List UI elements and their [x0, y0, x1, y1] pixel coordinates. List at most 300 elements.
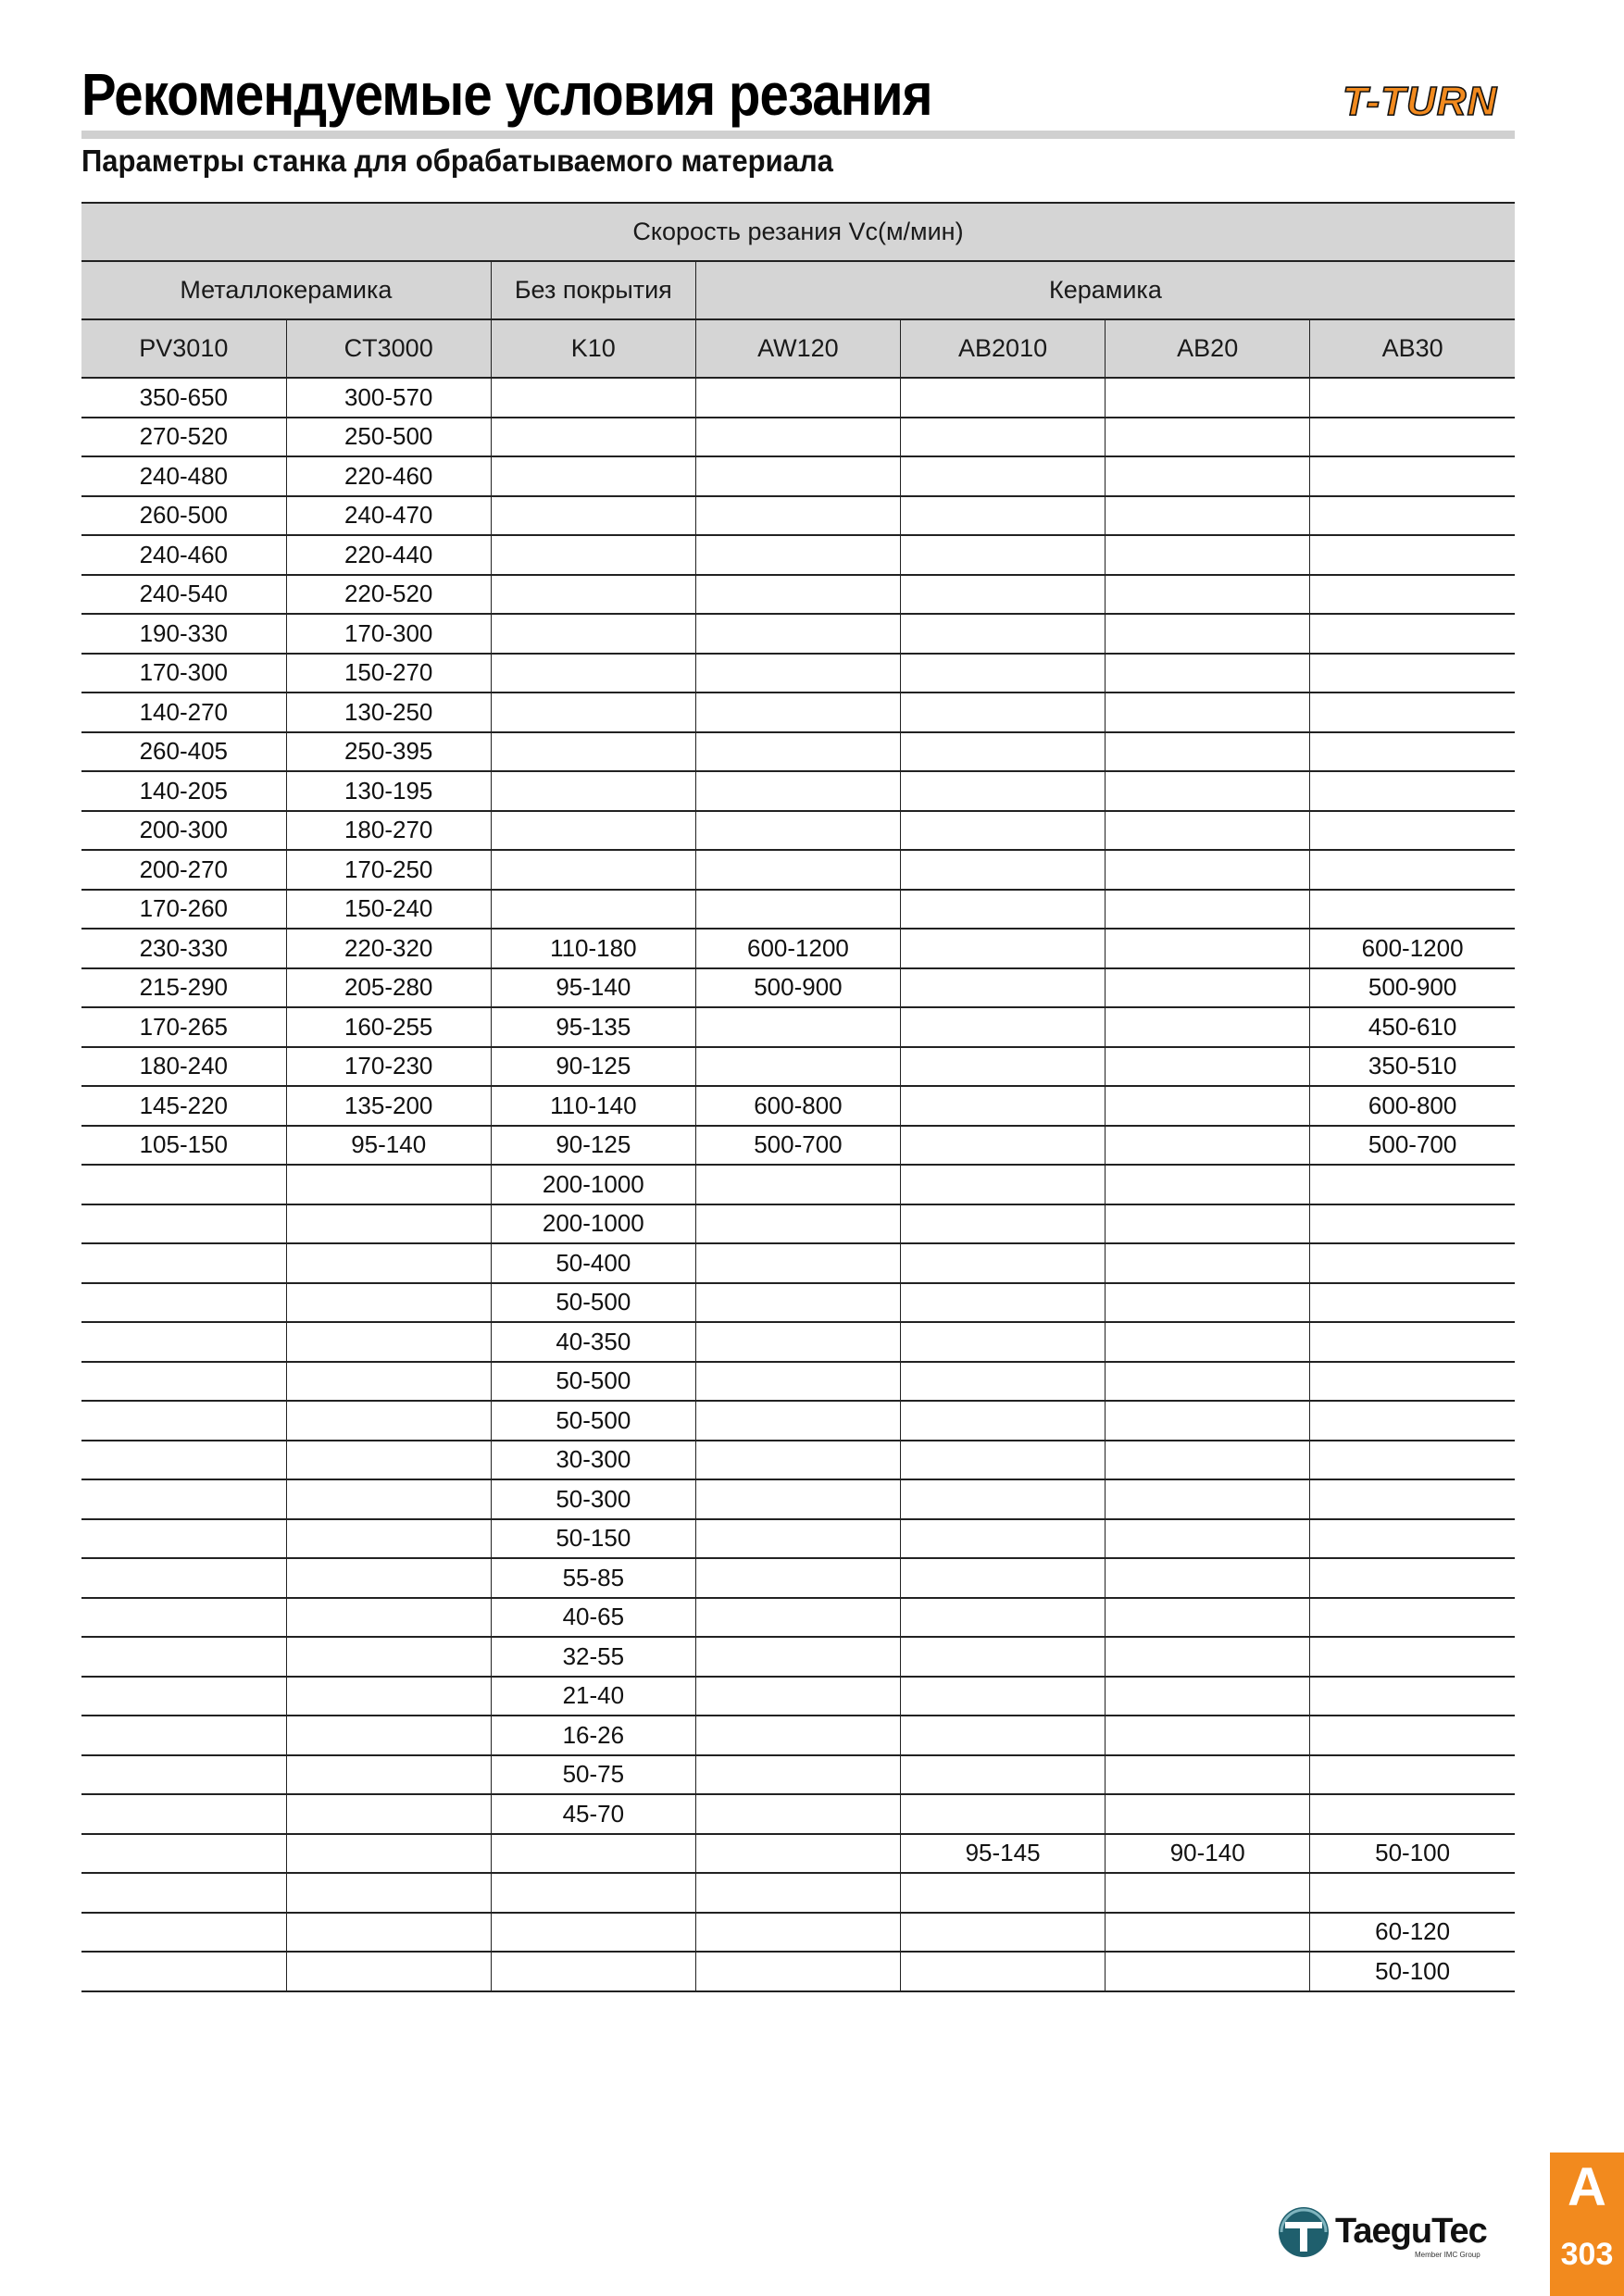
table-cell: [81, 1283, 286, 1323]
table-cell: [1106, 1755, 1310, 1795]
table-cell: 30-300: [491, 1441, 695, 1480]
table-cell: 110-180: [491, 929, 695, 968]
table-row: [81, 1362, 1515, 1402]
table-cell: 140-205: [81, 771, 286, 811]
table-cell: 350-510: [1310, 1047, 1515, 1087]
table-cell: [695, 1401, 900, 1441]
table-cell: [695, 1007, 900, 1047]
table-cell: 205-280: [286, 968, 491, 1008]
group-header-ceramic: Керамика: [695, 261, 1515, 319]
table-cell: [491, 732, 695, 772]
table-cell: [286, 1716, 491, 1755]
table-row: [81, 1716, 1515, 1755]
table-cell: [1310, 693, 1515, 732]
table-row: [81, 456, 1515, 496]
table-cell: 95-135: [491, 1007, 695, 1047]
table-cell: [1310, 771, 1515, 811]
table-cell: [1106, 1873, 1310, 1913]
table-cell: [491, 418, 695, 457]
table-cell: [286, 1204, 491, 1244]
title-rule: [81, 131, 1515, 139]
page-subtitle: Параметры станка для обрабатываемого материала: [81, 144, 833, 178]
table-row: [81, 1834, 1515, 1874]
table-row: [81, 1441, 1515, 1480]
table-row: [81, 1677, 1515, 1716]
table-cell: [901, 1047, 1106, 1087]
cutting-speed-header: Скорость резания Vc(м/мин): [81, 203, 1515, 261]
table-cell: [1310, 496, 1515, 536]
table-cell: [695, 1243, 900, 1283]
table-cell: 95-140: [286, 1126, 491, 1166]
table-cell: [901, 418, 1106, 457]
table-cell: [1106, 1637, 1310, 1677]
table-cell: 16-26: [491, 1716, 695, 1755]
table-cell: [901, 693, 1106, 732]
table-cell: [286, 1794, 491, 1834]
table-cell: 350-650: [81, 378, 286, 418]
column-header: PV3010: [81, 319, 286, 378]
table-cell: [1106, 968, 1310, 1008]
table-cell: [1106, 1598, 1310, 1638]
table-cell: [81, 1755, 286, 1795]
table-cell: [901, 1479, 1106, 1519]
table-cell: [901, 535, 1106, 575]
table-cell: [286, 1913, 491, 1953]
table-cell: [1106, 929, 1310, 968]
table-cell: [491, 850, 695, 890]
section-letter: A: [1568, 2157, 1606, 2217]
table-cell: 50-75: [491, 1755, 695, 1795]
table-cell: [901, 1362, 1106, 1402]
table-cell: [901, 732, 1106, 772]
table-cell: [491, 811, 695, 851]
table-cell: [1106, 1558, 1310, 1598]
table-cell: [491, 575, 695, 615]
table-cell: 230-330: [81, 929, 286, 968]
table-cell: [1106, 1479, 1310, 1519]
table-cell: [1106, 1283, 1310, 1323]
table-cell: 240-540: [81, 575, 286, 615]
table-cell: [286, 1834, 491, 1874]
table-cell: [1106, 1441, 1310, 1480]
table-cell: 250-500: [286, 418, 491, 457]
table-cell: [286, 1519, 491, 1559]
table-cell: [1106, 1165, 1310, 1204]
table-row: [81, 1479, 1515, 1519]
table-row: [81, 1126, 1515, 1166]
table-cell: 220-320: [286, 929, 491, 968]
table-row: [81, 496, 1515, 536]
table-cell: [695, 850, 900, 890]
table-cell: [1310, 1637, 1515, 1677]
table-cell: [81, 1204, 286, 1244]
table-cell: [901, 575, 1106, 615]
table-cell: [286, 1952, 491, 1991]
table-cell: 215-290: [81, 968, 286, 1008]
table-cell: 260-500: [81, 496, 286, 536]
table-cell: [901, 890, 1106, 930]
table-cell: [286, 1283, 491, 1323]
table-cell: 21-40: [491, 1677, 695, 1716]
cutting-speed-table: [81, 202, 1515, 1992]
table-cell: [695, 654, 900, 693]
t-turn-logo: [1339, 74, 1515, 126]
table-row: [81, 1558, 1515, 1598]
table-cell: 140-270: [81, 693, 286, 732]
table-cell: 40-65: [491, 1598, 695, 1638]
table-cell: [1106, 890, 1310, 930]
table-cell: 220-440: [286, 535, 491, 575]
table-cell: [901, 1873, 1106, 1913]
table-row: [81, 1873, 1515, 1913]
table-cell: [695, 614, 900, 654]
table-cell: [1310, 1165, 1515, 1204]
table-cell: 170-250: [286, 850, 491, 890]
table-row: [81, 771, 1515, 811]
table-cell: [286, 1677, 491, 1716]
table-cell: 500-900: [1310, 968, 1515, 1008]
table-cell: [901, 1755, 1106, 1795]
table-cell: 150-240: [286, 890, 491, 930]
table-cell: [695, 693, 900, 732]
table-cell: 135-200: [286, 1086, 491, 1126]
table-cell: [1106, 1322, 1310, 1362]
table-cell: 600-800: [695, 1086, 900, 1126]
table-row: [81, 929, 1515, 968]
table-row: [81, 693, 1515, 732]
table-cell: [1106, 1007, 1310, 1047]
table-cell: [491, 1834, 695, 1874]
taegutec-brand: TaeguTec: [1335, 2212, 1487, 2251]
table-cell: [695, 1362, 900, 1402]
table-cell: [1310, 1598, 1515, 1638]
table-row: [81, 418, 1515, 457]
table-cell: [1310, 1519, 1515, 1559]
table-cell: 50-500: [491, 1283, 695, 1323]
table-row: [81, 654, 1515, 693]
table-cell: 60-120: [1310, 1913, 1515, 1953]
table-cell: [901, 1007, 1106, 1047]
table-cell: [1310, 1401, 1515, 1441]
table-cell: [491, 654, 695, 693]
table-cell: [1106, 771, 1310, 811]
table-cell: [1106, 1716, 1310, 1755]
table-cell: [901, 929, 1106, 968]
table-cell: [1310, 575, 1515, 615]
table-cell: [1106, 693, 1310, 732]
table-cell: [901, 1677, 1106, 1716]
table-row: [81, 378, 1515, 418]
table-cell: [1106, 1519, 1310, 1559]
table-cell: [901, 1126, 1106, 1166]
table-cell: [81, 1362, 286, 1402]
table-cell: [1310, 811, 1515, 851]
table-cell: [901, 1086, 1106, 1126]
table-row: [81, 811, 1515, 851]
table-cell: [901, 1441, 1106, 1480]
table-cell: [491, 1873, 695, 1913]
table-cell: [81, 1441, 286, 1480]
table-cell: [901, 1952, 1106, 1991]
table-cell: 90-140: [1106, 1834, 1310, 1874]
table-cell: [695, 1322, 900, 1362]
page-title: Рекомендуемые условия резания: [81, 61, 932, 128]
group-header-uncoated: Без покрытия: [491, 261, 695, 319]
table-cell: [901, 1519, 1106, 1559]
taegutec-logo: [1276, 2202, 1526, 2263]
table-cell: [286, 1873, 491, 1913]
table-cell: [81, 1243, 286, 1283]
table-cell: [695, 1519, 900, 1559]
table-cell: 130-250: [286, 693, 491, 732]
table-cell: [1310, 1755, 1515, 1795]
table-row: [81, 1755, 1515, 1795]
column-header: CT3000: [286, 319, 491, 378]
table-cell: 220-520: [286, 575, 491, 615]
table-cell: 270-520: [81, 418, 286, 457]
table-cell: [695, 1283, 900, 1323]
table-cell: [491, 614, 695, 654]
table-cell: [901, 811, 1106, 851]
table-cell: [901, 1913, 1106, 1953]
table-cell: 600-1200: [1310, 929, 1515, 968]
table-cell: [491, 1952, 695, 1991]
table-cell: [695, 1047, 900, 1087]
table-cell: 180-270: [286, 811, 491, 851]
table-row: [81, 1952, 1515, 1991]
table-cell: [695, 456, 900, 496]
table-cell: 200-1000: [491, 1204, 695, 1244]
table-cell: [695, 1204, 900, 1244]
table-cell: [491, 496, 695, 536]
table-cell: [695, 1794, 900, 1834]
table-cell: 250-395: [286, 732, 491, 772]
table-cell: 500-700: [695, 1126, 900, 1166]
table-row: [81, 968, 1515, 1008]
table-cell: [1106, 1126, 1310, 1166]
table-row: [81, 614, 1515, 654]
column-header: AB2010: [901, 319, 1106, 378]
column-header: AB30: [1310, 319, 1515, 378]
table-cell: 55-85: [491, 1558, 695, 1598]
column-header: AW120: [695, 319, 900, 378]
table-cell: 200-270: [81, 850, 286, 890]
table-cell: [1106, 1204, 1310, 1244]
table-cell: [695, 1834, 900, 1874]
table-cell: [1106, 654, 1310, 693]
table-cell: [1310, 850, 1515, 890]
table-cell: 50-400: [491, 1243, 695, 1283]
table-cell: [1310, 614, 1515, 654]
table-cell: 50-300: [491, 1479, 695, 1519]
table-cell: 180-240: [81, 1047, 286, 1087]
table-cell: [1106, 1243, 1310, 1283]
table-cell: 190-330: [81, 614, 286, 654]
table-cell: [1310, 1204, 1515, 1244]
table-cell: [81, 1558, 286, 1598]
table-cell: [1106, 1401, 1310, 1441]
table-cell: [81, 1401, 286, 1441]
table-cell: [695, 811, 900, 851]
table-cell: [901, 1598, 1106, 1638]
table-cell: [1106, 418, 1310, 457]
table-cell: 105-150: [81, 1126, 286, 1166]
table-cell: [1106, 496, 1310, 536]
table-cell: [695, 1165, 900, 1204]
table-cell: [286, 1362, 491, 1402]
table-row: [81, 1322, 1515, 1362]
table-row: [81, 1401, 1515, 1441]
table-cell: 50-100: [1310, 1834, 1515, 1874]
table-row: [81, 732, 1515, 772]
table-cell: 50-150: [491, 1519, 695, 1559]
table-cell: 130-195: [286, 771, 491, 811]
table-cell: 450-610: [1310, 1007, 1515, 1047]
table-cell: [286, 1322, 491, 1362]
table-cell: [491, 890, 695, 930]
table-cell: [1310, 456, 1515, 496]
table-cell: 50-100: [1310, 1952, 1515, 1991]
table-cell: [491, 1913, 695, 1953]
table-cell: 500-900: [695, 968, 900, 1008]
table-cell: 240-460: [81, 535, 286, 575]
table-cell: [901, 771, 1106, 811]
table-cell: [695, 890, 900, 930]
table-cell: [1310, 1873, 1515, 1913]
table-cell: 95-140: [491, 968, 695, 1008]
table-cell: [1106, 811, 1310, 851]
table-cell: [695, 1598, 900, 1638]
table-cell: [81, 1479, 286, 1519]
table-row: [81, 1637, 1515, 1677]
table-cell: [695, 418, 900, 457]
table-cell: [286, 1165, 491, 1204]
table-cell: [695, 378, 900, 418]
table-cell: [695, 496, 900, 536]
table-cell: [491, 378, 695, 418]
table-cell: [491, 535, 695, 575]
table-cell: [695, 1441, 900, 1480]
table-cell: 160-255: [286, 1007, 491, 1047]
table-cell: 40-350: [491, 1322, 695, 1362]
table-cell: 45-70: [491, 1794, 695, 1834]
table-cell: 95-145: [901, 1834, 1106, 1874]
table-row: [81, 890, 1515, 930]
table-cell: 170-300: [286, 614, 491, 654]
table-cell: [901, 456, 1106, 496]
table-cell: [81, 1873, 286, 1913]
table-cell: 170-230: [286, 1047, 491, 1087]
table-cell: [901, 614, 1106, 654]
table-cell: 600-800: [1310, 1086, 1515, 1126]
table-cell: [81, 1952, 286, 1991]
table-cell: [695, 1558, 900, 1598]
table-cell: [1106, 1913, 1310, 1953]
table-cell: [1106, 535, 1310, 575]
table-cell: 170-300: [81, 654, 286, 693]
table-row: [81, 1007, 1515, 1047]
table-cell: [81, 1598, 286, 1638]
taegutec-brand-sub: Member IMC Group: [1415, 2251, 1480, 2259]
table-cell: 110-140: [491, 1086, 695, 1126]
table-row: [81, 1794, 1515, 1834]
table-cell: [695, 1716, 900, 1755]
table-cell: [695, 1952, 900, 1991]
table-cell: [81, 1322, 286, 1362]
table-cell: 170-260: [81, 890, 286, 930]
table-cell: 240-470: [286, 496, 491, 536]
table-cell: [491, 693, 695, 732]
table-cell: 240-480: [81, 456, 286, 496]
table-row: [81, 1913, 1515, 1953]
table-cell: [695, 1677, 900, 1716]
table-cell: [695, 1873, 900, 1913]
table-cell: [286, 1598, 491, 1638]
table-cell: 200-300: [81, 811, 286, 851]
column-header: AB20: [1106, 319, 1310, 378]
table-cell: 32-55: [491, 1637, 695, 1677]
table-cell: [695, 1637, 900, 1677]
table-cell: 50-500: [491, 1362, 695, 1402]
table-cell: [901, 1716, 1106, 1755]
table-cell: [1310, 378, 1515, 418]
table-cell: [1310, 1441, 1515, 1480]
table-cell: [695, 535, 900, 575]
table-cell: 150-270: [286, 654, 491, 693]
table-cell: [1310, 1677, 1515, 1716]
table-cell: [695, 771, 900, 811]
table-cell: [1106, 1794, 1310, 1834]
table-cell: [901, 1322, 1106, 1362]
table-cell: [901, 1165, 1106, 1204]
table-cell: [695, 575, 900, 615]
table-cell: [901, 378, 1106, 418]
table-row: [81, 1598, 1515, 1638]
taegutec-emblem-icon: [1279, 2207, 1329, 2257]
table-cell: [1310, 732, 1515, 772]
table-cell: [1310, 535, 1515, 575]
group-header-cermet: Металлокерамика: [81, 261, 491, 319]
table-cell: 220-460: [286, 456, 491, 496]
table-cell: [1310, 1479, 1515, 1519]
table-cell: [81, 1519, 286, 1559]
table-cell: 90-125: [491, 1126, 695, 1166]
table-cell: 90-125: [491, 1047, 695, 1087]
table-cell: [695, 1755, 900, 1795]
table-row: [81, 1204, 1515, 1244]
table-cell: [695, 1479, 900, 1519]
table-cell: [1106, 1677, 1310, 1716]
table-row: [81, 850, 1515, 890]
table-cell: [81, 1834, 286, 1874]
table-cell: 200-1000: [491, 1165, 695, 1204]
table-cell: [286, 1401, 491, 1441]
table-cell: [1106, 575, 1310, 615]
table-cell: [1106, 1047, 1310, 1087]
table-row: [81, 1243, 1515, 1283]
table-cell: [1310, 1794, 1515, 1834]
table-cell: [901, 850, 1106, 890]
page-number: 303: [1560, 2237, 1614, 2272]
table-cell: [286, 1441, 491, 1480]
table-cell: [1106, 1086, 1310, 1126]
table-cell: [1106, 1362, 1310, 1402]
table-cell: [286, 1243, 491, 1283]
table-cell: [81, 1716, 286, 1755]
table-cell: 170-265: [81, 1007, 286, 1047]
table-cell: [901, 1283, 1106, 1323]
table-cell: [286, 1479, 491, 1519]
